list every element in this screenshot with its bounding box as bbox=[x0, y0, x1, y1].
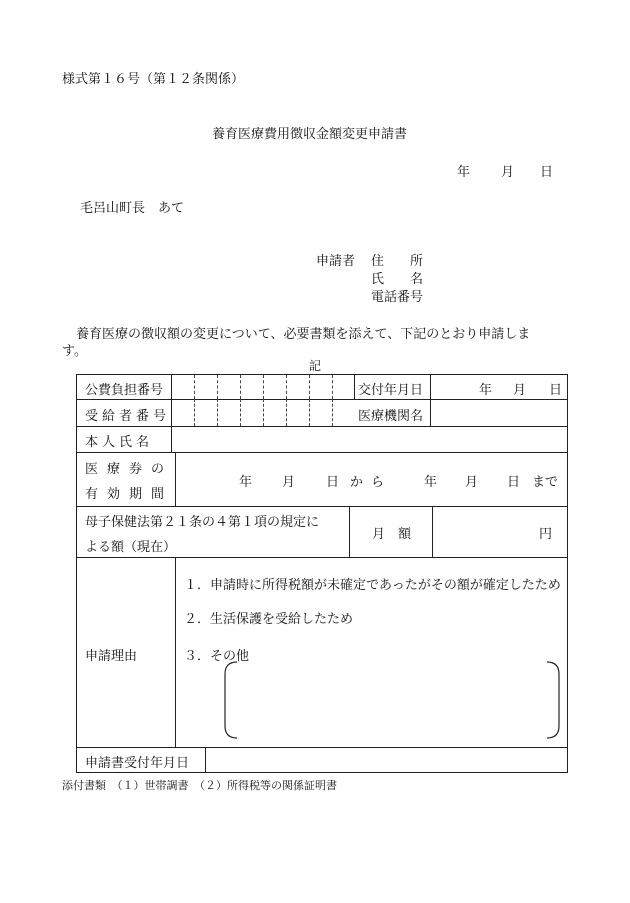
row-line bbox=[77, 399, 567, 400]
digit-divider bbox=[194, 375, 195, 399]
form-number: 様式第１６号（第１２条関係） bbox=[62, 72, 245, 87]
reason-option-3: ３．その他 bbox=[184, 649, 250, 664]
period-year-to: 年 bbox=[424, 475, 438, 490]
law-label-line-1: 母子保健法第２１条の４第１項の規定に bbox=[85, 515, 320, 530]
date-month: 月 bbox=[501, 165, 515, 180]
ki-marker: 記 bbox=[309, 359, 322, 373]
row-line bbox=[77, 506, 567, 507]
column-line bbox=[432, 506, 433, 557]
row-line bbox=[77, 747, 567, 748]
ticket-label-line-1: 医療券の bbox=[85, 462, 174, 477]
digit-divider bbox=[217, 399, 218, 426]
column-line bbox=[349, 506, 350, 557]
period-day-from: 日 bbox=[326, 475, 340, 490]
issue-date-label: 交付年月日 bbox=[358, 383, 424, 398]
body-text-line-1: 養育医療の徴収額の変更について、必要書類を添えて、下記のとおり申請しま bbox=[76, 327, 531, 342]
digit-divider bbox=[286, 399, 287, 426]
digit-divider bbox=[240, 375, 241, 399]
addressee: 毛呂山町長 あて bbox=[80, 201, 185, 216]
applicant-name-label: 氏 名 bbox=[371, 272, 424, 287]
period-until: まで bbox=[532, 475, 559, 490]
medical-institution-label: 医療機関名 bbox=[358, 409, 424, 424]
row-line bbox=[77, 557, 567, 558]
digit-divider bbox=[332, 399, 333, 426]
digit-divider bbox=[217, 375, 218, 399]
digit-divider bbox=[263, 399, 264, 426]
period-from: から bbox=[350, 475, 393, 490]
digit-divider bbox=[194, 399, 195, 426]
column-line bbox=[175, 452, 176, 506]
digit-divider bbox=[286, 375, 287, 399]
column-line bbox=[205, 747, 206, 772]
issue-year: 年 bbox=[479, 383, 493, 398]
application-table bbox=[76, 374, 568, 773]
attachments-note: 添付書類 （１）世帯調書 （２）所得税等の関係証明書 bbox=[62, 779, 337, 792]
digit-divider bbox=[309, 399, 310, 426]
issue-day: 日 bbox=[549, 383, 563, 398]
date-day: 日 bbox=[540, 165, 554, 180]
digit-divider bbox=[332, 375, 333, 399]
column-line bbox=[354, 375, 355, 399]
applicant-label: 申請者 bbox=[316, 254, 356, 269]
recipient-no-label: 受給者番号 bbox=[85, 409, 171, 424]
period-month-to: 月 bbox=[465, 475, 479, 490]
applicant-phone-label: 電話番号 bbox=[371, 290, 424, 305]
column-line bbox=[171, 375, 172, 452]
digit-divider bbox=[240, 399, 241, 426]
row-line bbox=[77, 426, 567, 427]
applicant-address-label: 住 所 bbox=[371, 254, 424, 269]
issue-month: 月 bbox=[513, 383, 527, 398]
person-name-label: 本人氏名 bbox=[85, 435, 154, 450]
monthly-amount-label: 月 額 bbox=[372, 527, 412, 542]
law-label-line-2: よる額（現在） bbox=[85, 540, 177, 555]
digit-divider bbox=[263, 375, 264, 399]
reason-label: 申請理由 bbox=[85, 649, 138, 664]
date-year: 年 bbox=[457, 165, 471, 180]
period-month-from: 月 bbox=[282, 475, 296, 490]
yen-unit: 円 bbox=[539, 527, 553, 542]
period-day-to: 日 bbox=[507, 475, 521, 490]
other-reason-bracket-icon bbox=[221, 660, 563, 740]
column-line bbox=[430, 375, 431, 426]
column-line bbox=[175, 557, 176, 747]
document-title: 養育医療費用徴収金額変更申請書 bbox=[212, 127, 408, 142]
row-line bbox=[77, 452, 567, 453]
reason-option-1: １．申請時に所得税額が未確定であったがその額が確定したため bbox=[184, 578, 561, 593]
receipt-date-label: 申請書受付年月日 bbox=[85, 756, 190, 771]
reason-option-2: ２．生活保護を受給したため bbox=[184, 612, 354, 627]
body-text-line-2: す。 bbox=[62, 344, 87, 359]
period-year-from: 年 bbox=[239, 475, 253, 490]
ticket-label-line-2: 有効期間 bbox=[85, 487, 174, 502]
public-burden-no-label: 公費負担番号 bbox=[85, 383, 164, 398]
digit-divider bbox=[309, 375, 310, 399]
